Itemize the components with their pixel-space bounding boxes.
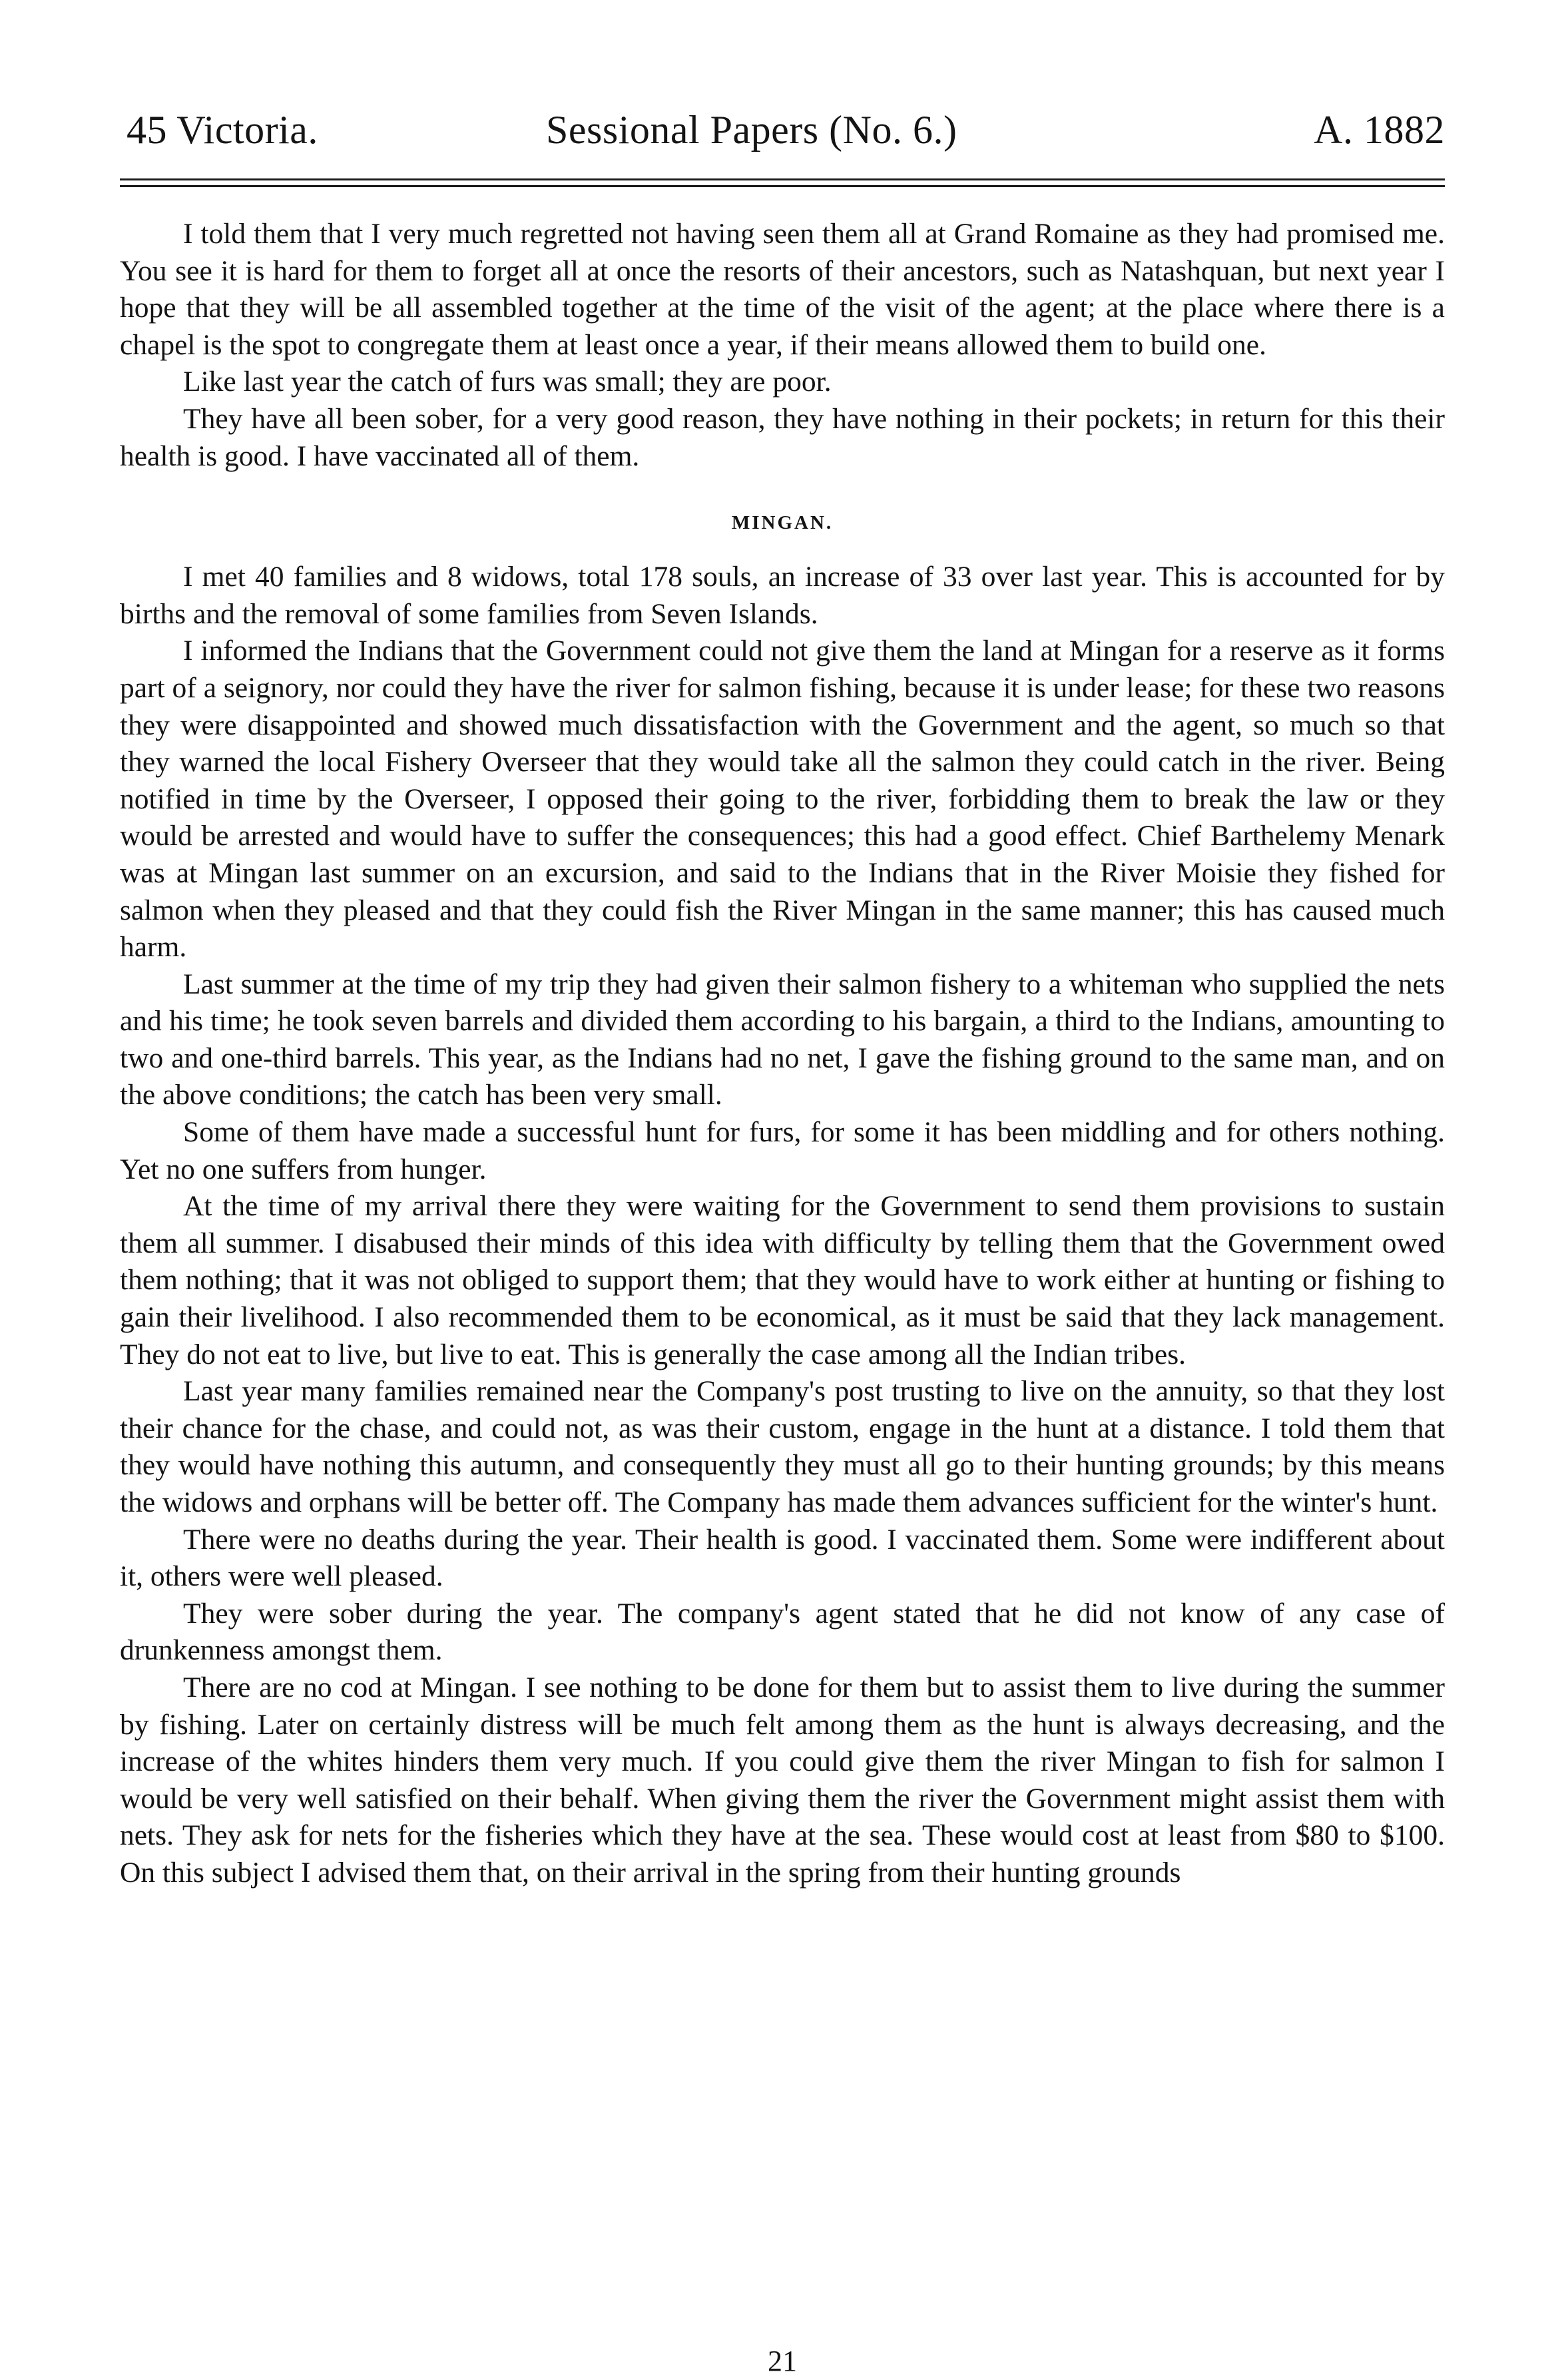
paragraph: They were sober during the year. The company's agent stated that he did not know of any case of drunkenness amongst them. [120, 1597, 1445, 1667]
paragraph: They have all been sober, for a very good reason, they have nothing in their pockets; in return for this their health is good. I have vaccinated all of them. [120, 402, 1445, 472]
header-title: Sessional Papers (No. 6.) [546, 108, 957, 152]
section-heading: MINGAN. [731, 512, 834, 534]
body-text [120, 216, 1445, 1892]
document-page [120, 100, 1445, 2377]
paragraph: At the time of my arrival there they were waiting for the Government to send them provisions to sustain them all summer. I disabused their minds of this idea with difficulty by telling them that the Government owed them nothing; that it was not obliged to support them; that they would have to work either at hunting or fishing to gain their livelihood. I also recommended them to be economical, as it must be said that they lack management. They do not eat to live, but live to eat. This is generally the case among all the Indian tribes. [120, 1190, 1445, 1370]
paragraph: There are no cod at Mingan. I see nothing to be done for them but to assist them to live during the summer by fishing. Later on certainly distress will be much felt among them as the hunt is always decreasing, and the increase of the whites hinders them very much. If you could give them the river Mingan to fish for salmon I would be very well satisfied on their behalf. When giving them the river the Government might assist them with nets. They ask for nets for the fisheries which they have at the sea. These would cost at least from $80 to $100. On this subject I advised them that, on their arrival in the spring from their hunting grounds [120, 1671, 1445, 1889]
running-header [120, 100, 1445, 160]
paragraph: I met 40 families and 8 widows, total 178 souls, an increase of 33 over last year. This is accounted for by births and the removal of some families from Seven Islands. [120, 561, 1445, 630]
double-rule-divider [120, 178, 1445, 189]
paragraph: There were no deaths during the year. Their health is good. I vaccinated them. Some were indifferent about it, others were well pleased. [120, 1523, 1445, 1593]
paragraph: Some of them have made a successful hunt for furs, for some it has been middling and for others nothing. Yet no one suffers from hunger. [120, 1116, 1445, 1185]
paragraph: Like last year the catch of furs was small; they are poor. [183, 366, 832, 398]
header-year: A. 1882 [1314, 108, 1445, 152]
paragraph: Last year many families remained near the Company's post trusting to live on the annuity, so that they lost their chance for the chase, and could not, as was their custom, engage in the hunt at a distance. I told them that they would have nothing this autumn, and consequently they must all go to their hunting grounds; by this means the widows and orphans will be better off. The Company has made them advances sufficient for the winter's hunt. [120, 1375, 1445, 1518]
header-session: 45 Victoria. [127, 108, 318, 152]
paragraph: Last summer at the time of my trip they had given their salmon fishery to a whiteman who supplied the nets and his time; he took seven barrels and divided them according to his bargain, a third to the Indians, amounting to two and one-third barrels. This year, as the Indians had no net, I gave the fishing ground to the same man, and on the above conditions; the catch has been very small. [120, 968, 1445, 1111]
paragraph: I told them that I very much regretted not having seen them all at Grand Romaine as they had promised me. You see it is hard for them to forget all at once the resorts of their ancestors, such as Natashquan, but next year I hope that they will be all assembled together at the time of the visit of the agent; at the place where there is a chapel is the spot to congregate them at least once a year, if their means allowed them to build one. [120, 218, 1445, 361]
paragraph: I informed the Indians that the Government could not give them the land at Mingan for a reserve as it forms part of a seignory, nor could they have the river for salmon fishing, because it is under lease; for these two reasons they were disappointed and showed much dissatisfaction with the Government and the agent, so much so that they warned the local Fishery Overseer that they would take all the salmon they could catch in the river. Being notified in time by the Overseer, I opposed their going to the river, forbidding them to break the law or they would be arrested and would have to suffer the consequences; this had a good effect. Chief Barthelemy Menark was at Mingan last summer on an excursion, and said to the Indians that in the River Moisie they fished for salmon when they pleased and that they could fish the River Mingan in the same manner; this has caused much harm. [120, 635, 1445, 964]
page-number: 21 [768, 2345, 797, 2377]
